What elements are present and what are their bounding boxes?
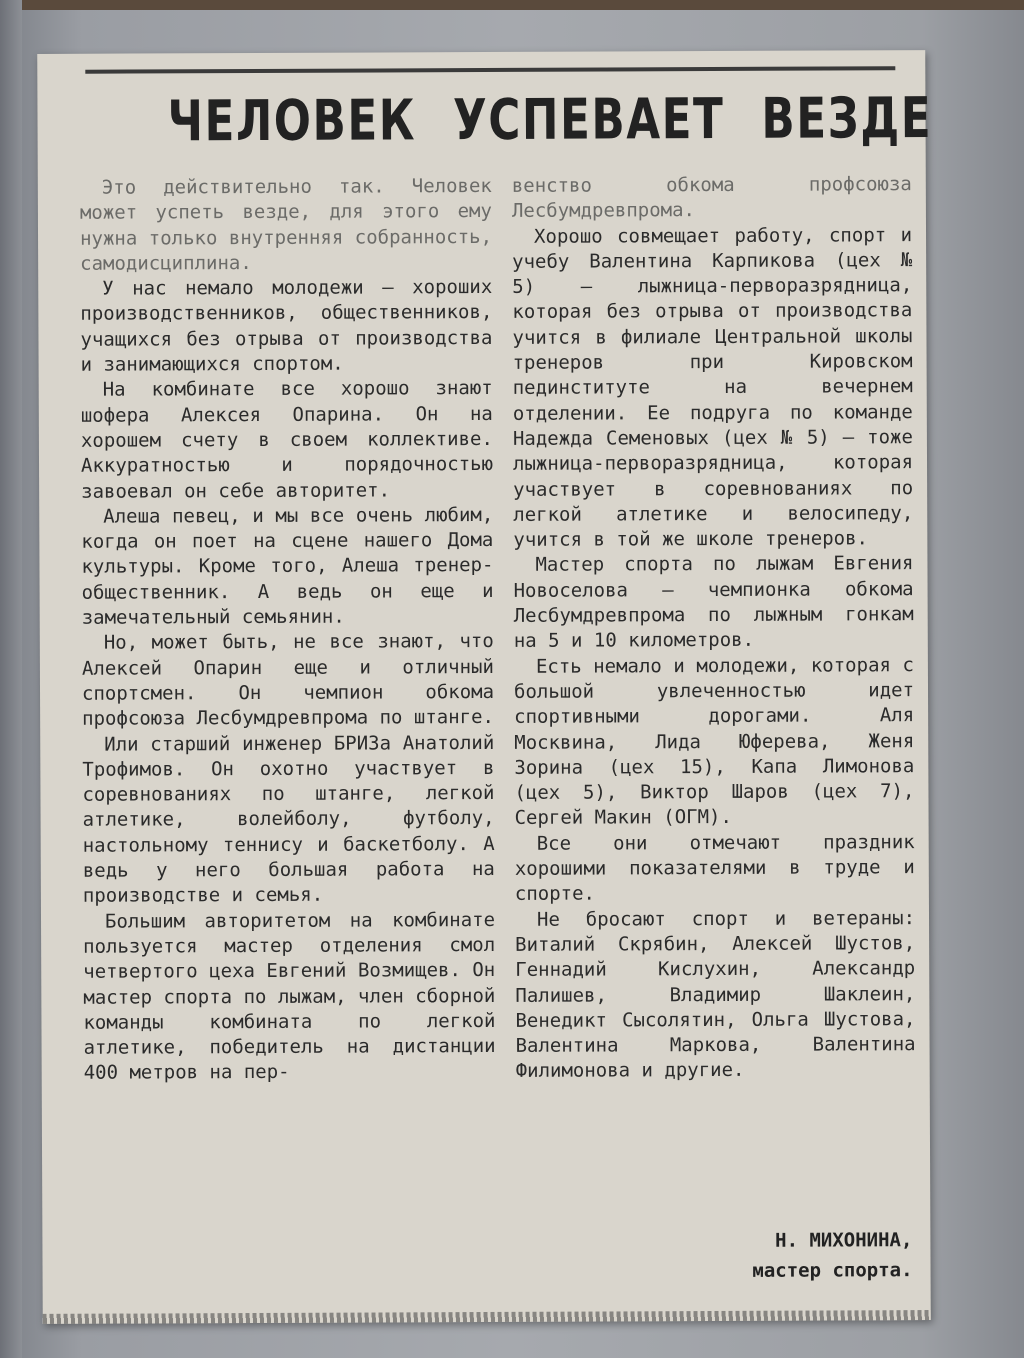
paragraph-continuation: венство обкома профсоюза Лесбумдревпрома. xyxy=(511,173,912,223)
paragraph: Или старший инженер БРИЗа Анатолий Трофимов. Он охотно участвует в соревнованиях по штанге, легкой атлетике, волейболу, футболу, настольному теннису и баскетболу. А ведь у него большая работа на производстве и семья. xyxy=(82,731,495,908)
paragraph: Хорошо совмещает работу, спорт и учебу Валентина Карпикова (цех № 5) — лыжница-перворазрядница, которая без отрыва от производства учится в филиале Центральной школы тренеров при Кировском пединституте на вечернем отделении. Ее подруга по команде Надежда Семеновых (цех № 5) — тоже лыжница-перворазрядница, которая участвует в соревнованиях по легкой атлетике и велосипеду, учится в той же школе тренеров. xyxy=(512,223,914,552)
newspaper-clipping xyxy=(37,50,931,1324)
paragraph: На комбинате все хорошо знают шофера Алексея Опарина. Он на хорошем счету в своем коллективе. Аккуратностью и порядочностью завоевал он себе авторитет. xyxy=(80,377,494,503)
paragraph: Есть немало и молодежи, которая с большой увлеченностью идет спортивными дорогами. Аля Москвина, Лида Юферева, Женя Зорина (цех 15), Капа Лимонова (цех 5), Виктор Шаров (цех 7), Сергей Макин (ОГМ). xyxy=(513,653,915,830)
paragraph: Все они отмечают праздник хорошими показателями в труде и спорте. xyxy=(514,830,915,906)
paragraph: Это действительно так. Человек может успеть везде, для этого ему нужна только внутренняя собранность, самодисциплина. xyxy=(79,174,493,275)
background-left-edge xyxy=(0,0,22,1358)
paragraph: Большим авторитетом на комбинате пользуется мастер отделения смол четвертого цеха Евгений Возмищев. Он мастер спорта по лыжам, член сборной команды комбината по легкой атлетике, победитель на дистанции 400 метров на пер- xyxy=(83,908,496,1085)
article-left-column xyxy=(80,174,496,1086)
paragraph: У нас немало молодежи — хороших производственников, общественников, учащихся без отрыва от производства и занимающихся спортом. xyxy=(80,276,493,376)
author-title: мастер спорта. xyxy=(752,1259,913,1282)
paragraph: Не бросают спорт и ветераны: Виталий Скрябин, Алексей Шустов, Геннадий Кислухин, Александр Палишев, Владимир Шаклеин, Венедикт Сысолятин, Ольга Шустова, Валентина Маркова, Валентина Филимонова и другие. xyxy=(515,906,916,1083)
author-name: Н. МИХОНИНА, xyxy=(775,1229,913,1252)
paragraph: Мастер спорта по лыжам Евгения Новоселова — чемпионка обкома Лесбумдревпрома по лыжным гонкам на 5 и 10 километров. xyxy=(513,552,914,653)
background-top-strip xyxy=(0,0,1024,10)
paragraph: Алеша певец, и мы все очень любим, когда он поет на сцене нашего Дома культуры. Кроме того, Алеша тренер-общественник. А ведь он еще и замечательный семьянин. xyxy=(81,503,494,629)
article-right-column xyxy=(512,172,916,1084)
paragraph: Но, может быть, не все знают, что Алексей Опарин еще и отличный спортсмен. Он чемпион обкома профсоюза Лесбумдревпрома по штанге. xyxy=(81,630,495,730)
article-headline: ЧЕЛОВЕК УСПЕВАЕТ ВЕЗДЕ xyxy=(167,86,933,155)
author-signature xyxy=(516,1225,912,1287)
top-rule-line xyxy=(85,66,895,74)
